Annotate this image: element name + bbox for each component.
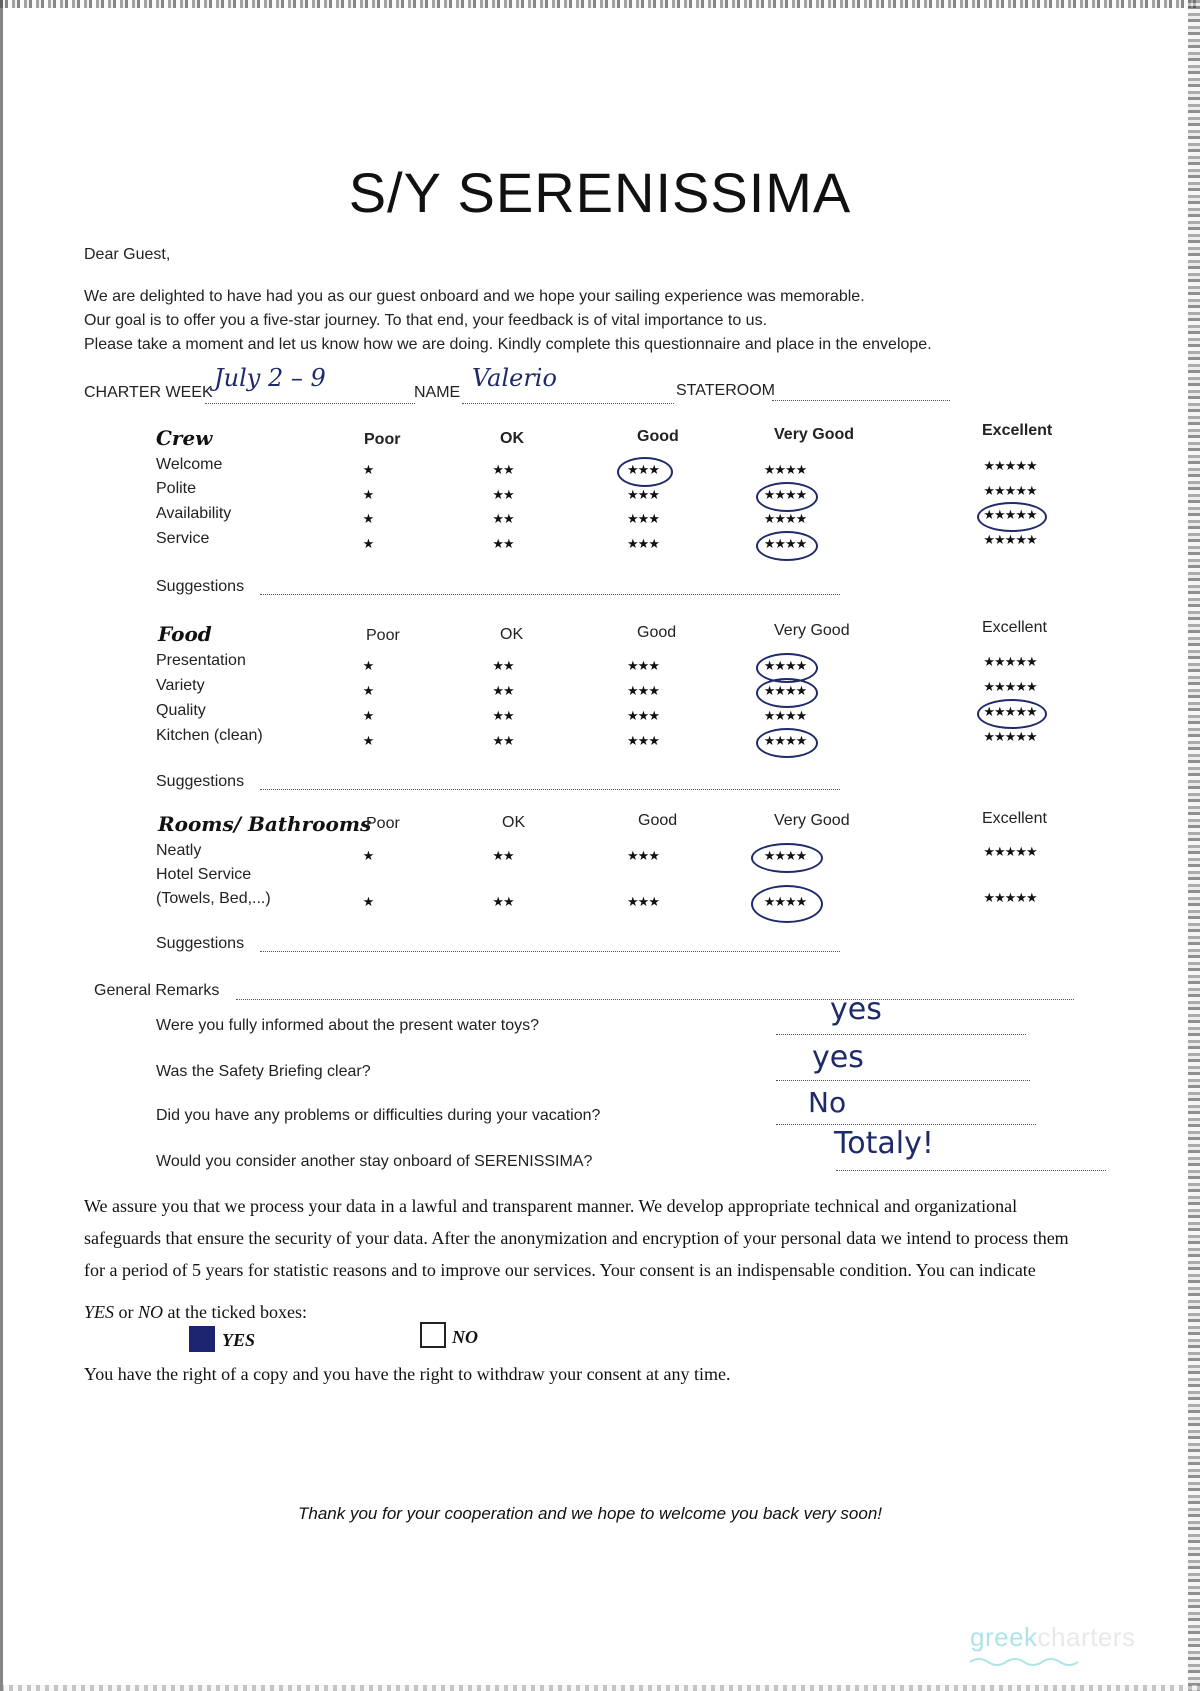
rating-star-4[interactable]: ★★★★ <box>763 536 807 551</box>
privacy-yes-word: YES <box>84 1302 115 1322</box>
rating-star-2[interactable]: ★★ <box>492 658 514 673</box>
rating-star-4[interactable]: ★★★★ <box>763 683 807 698</box>
rooms-col-excellent: Excellent <box>982 810 1047 827</box>
consent-no-checkbox[interactable] <box>420 1322 446 1348</box>
rating-star-4[interactable]: ★★★★ <box>763 894 807 909</box>
rating-star-1[interactable]: ★ <box>362 511 374 526</box>
rooms-col-poor: Poor <box>366 815 400 832</box>
consent-yes-checkbox[interactable] <box>189 1326 215 1352</box>
rooms-col-ok: OK <box>502 814 526 831</box>
scan-edge-left <box>0 0 3 1691</box>
rooms-col-very-good: Very Good <box>774 812 850 829</box>
question-another-stay: Would you consider another stay onboard of SERENISSIMA? <box>156 1153 593 1170</box>
food-suggestions-field[interactable] <box>260 769 840 790</box>
rooms-suggestions-label: Suggestions <box>156 935 245 952</box>
rating-star-5[interactable]: ★★★★★ <box>983 704 1037 719</box>
rating-star-2[interactable]: ★★ <box>492 462 514 477</box>
rating-star-1[interactable]: ★ <box>362 708 374 723</box>
crew-item-service: Service <box>156 530 210 547</box>
crew-col-good: Good <box>637 428 679 445</box>
rating-star-2[interactable]: ★★ <box>492 733 514 748</box>
watermark-logo <box>970 1622 1135 1653</box>
crew-suggestions-field[interactable] <box>260 574 840 595</box>
rating-selection-circle <box>756 728 818 758</box>
general-remarks-label: General Remarks <box>94 982 220 999</box>
rating-selection-circle <box>977 502 1047 532</box>
rating-star-2[interactable]: ★★ <box>492 487 514 502</box>
rating-selection-circle <box>756 531 818 561</box>
rating-star-3[interactable]: ★★★ <box>627 462 659 477</box>
food-section-title: Food <box>158 622 212 646</box>
question-problems: Did you have any problems or difficulties during your vacation? <box>156 1107 601 1124</box>
rating-star-1[interactable]: ★ <box>362 733 374 748</box>
rating-star-3[interactable]: ★★★ <box>627 536 659 551</box>
rating-star-2[interactable]: ★★ <box>492 848 514 863</box>
rating-star-1[interactable]: ★ <box>362 487 374 502</box>
rating-selection-circle <box>756 678 818 708</box>
privacy-no-word: NO <box>138 1302 164 1322</box>
privacy-line-1: We assure you that we process your data in a lawful and transparent manner. We develop appropriate technical and organizational <box>84 1196 1018 1216</box>
answer-another-stay: Totaly! <box>834 1126 934 1161</box>
food-col-very-good: Very Good <box>774 622 850 639</box>
intro-line-1: We are delighted to have had you as our guest onboard and we hope your sailing experience was memorable. <box>84 288 865 305</box>
rating-selection-circle <box>756 482 818 512</box>
scan-edge-right <box>1188 0 1200 1691</box>
rating-star-5[interactable]: ★★★★★ <box>983 729 1037 744</box>
privacy-line-3: for a period of 5 years for statistic reasons and to improve our services. Your consent is an indispensable condition. You can indicate <box>84 1260 1036 1280</box>
rating-star-5[interactable]: ★★★★★ <box>983 679 1037 694</box>
food-col-good: Good <box>637 624 677 641</box>
rating-selection-circle <box>617 457 673 487</box>
rating-star-4[interactable]: ★★★★ <box>763 733 807 748</box>
crew-section-title: Crew <box>156 426 213 450</box>
rating-star-4[interactable]: ★★★★ <box>763 487 807 502</box>
name-value: Valerio <box>472 364 557 392</box>
crew-item-welcome: Welcome <box>156 456 223 473</box>
rooms-col-good: Good <box>638 812 678 829</box>
crew-item-availability: Availability <box>156 505 232 522</box>
rating-star-1[interactable]: ★ <box>362 462 374 477</box>
rating-star-5[interactable]: ★★★★★ <box>983 532 1037 547</box>
rating-star-4[interactable]: ★★★★ <box>763 462 807 477</box>
food-col-poor: Poor <box>366 627 400 644</box>
rating-star-5[interactable]: ★★★★★ <box>983 458 1037 473</box>
answer-water-toys: yes <box>830 992 882 1027</box>
question-safety-briefing: Was the Safety Briefing clear? <box>156 1063 371 1080</box>
rating-selection-circle <box>751 885 823 923</box>
rating-star-2[interactable]: ★★ <box>492 708 514 723</box>
food-item-presentation: Presentation <box>156 652 246 669</box>
rating-star-3[interactable]: ★★★ <box>627 511 659 526</box>
food-col-ok: OK <box>500 626 524 643</box>
intro-line-2: Our goal is to offer you a five-star journey. To that end, your feedback is of vital importance to us. <box>84 312 768 329</box>
rating-star-1[interactable]: ★ <box>362 536 374 551</box>
crew-col-very-good: Very Good <box>774 426 855 443</box>
greeting: Dear Guest, <box>84 246 171 263</box>
crew-col-ok: OK <box>500 430 524 447</box>
privacy-or-word: or <box>114 1302 139 1322</box>
watermark-main: greek <box>970 1622 1038 1652</box>
rooms-section-title: Rooms/ Bathrooms <box>158 812 372 836</box>
rating-star-3[interactable]: ★★★ <box>627 894 659 909</box>
stateroom-label: STATEROOM <box>676 382 775 399</box>
rating-star-3[interactable]: ★★★ <box>627 658 659 673</box>
answer-water-toys-field[interactable] <box>776 1014 1026 1035</box>
crew-item-polite: Polite <box>156 480 197 497</box>
crew-suggestions-label: Suggestions <box>156 578 245 595</box>
answer-safety-briefing: yes <box>812 1040 864 1075</box>
rating-star-3[interactable]: ★★★ <box>627 487 659 502</box>
privacy-footer: You have the right of a copy and you have the right to withdraw your consent at any time. <box>84 1364 731 1384</box>
form-title: S/Y SERENISSIMA <box>348 161 852 224</box>
rooms-suggestions-field[interactable] <box>260 931 840 952</box>
rooms-item-hotel-service-detail: (Towels, Bed,...) <box>156 890 271 907</box>
rating-star-4[interactable]: ★★★★ <box>763 658 807 673</box>
rooms-item-hotel-service: Hotel Service <box>156 866 252 883</box>
consent-yes-label: YES <box>222 1330 256 1350</box>
scan-edge-top <box>0 0 1200 8</box>
rating-star-4[interactable]: ★★★★ <box>763 511 807 526</box>
rating-selection-circle <box>751 843 823 873</box>
rating-star-5[interactable]: ★★★★★ <box>983 654 1037 669</box>
general-remarks-field[interactable] <box>236 979 1074 1000</box>
answer-problems: No <box>808 1086 847 1119</box>
food-suggestions-label: Suggestions <box>156 773 245 790</box>
watermark-tail: charters <box>1037 1622 1136 1652</box>
charter-week-label: CHARTER WEEK <box>84 384 213 401</box>
rating-star-1[interactable]: ★ <box>362 894 374 909</box>
rating-star-1[interactable]: ★ <box>362 658 374 673</box>
privacy-line-2: safeguards that ensure the security of your data. After the anonymization and encryption of your personal data we intend to process them <box>84 1228 1069 1248</box>
thank-you-note: Thank you for your cooperation and we hope to welcome you back very soon! <box>298 1504 883 1523</box>
food-item-quality: Quality <box>156 702 206 719</box>
rating-star-1[interactable]: ★ <box>362 683 374 698</box>
rating-star-2[interactable]: ★★ <box>492 683 514 698</box>
crew-col-poor: Poor <box>364 431 401 448</box>
rating-star-5[interactable]: ★★★★★ <box>983 844 1037 859</box>
rating-star-5[interactable]: ★★★★★ <box>983 890 1037 905</box>
rating-star-2[interactable]: ★★ <box>492 536 514 551</box>
rating-star-1[interactable]: ★ <box>362 848 374 863</box>
rating-star-5[interactable]: ★★★★★ <box>983 507 1037 522</box>
crew-col-excellent: Excellent <box>982 422 1053 439</box>
consent-no-label: NO <box>452 1327 478 1347</box>
rating-star-2[interactable]: ★★ <box>492 511 514 526</box>
rating-star-2[interactable]: ★★ <box>492 894 514 909</box>
rating-star-4[interactable]: ★★★★ <box>763 708 807 723</box>
rating-star-3[interactable]: ★★★ <box>627 733 659 748</box>
food-item-variety: Variety <box>156 677 205 694</box>
rating-star-3[interactable]: ★★★ <box>627 848 659 863</box>
charter-week-value: July 2 – 9 <box>214 364 326 392</box>
privacy-line-4 <box>84 1296 307 1328</box>
scan-edge-bottom <box>0 1685 1200 1691</box>
name-label: NAME <box>414 384 461 401</box>
rating-star-4[interactable]: ★★★★ <box>763 848 807 863</box>
privacy-line-4-rest: at the ticked boxes: <box>163 1302 307 1322</box>
intro-line-3: Please take a moment and let us know how we are doing. Kindly complete this questionnaire and place in the envelope. <box>84 336 932 353</box>
rating-star-3[interactable]: ★★★ <box>627 683 659 698</box>
food-item-kitchen: Kitchen (clean) <box>156 727 263 744</box>
question-water-toys: Were you fully informed about the present water toys? <box>156 1017 540 1034</box>
rating-star-3[interactable]: ★★★ <box>627 708 659 723</box>
rating-selection-circle <box>977 699 1047 729</box>
rooms-item-neatly: Neatly <box>156 842 202 859</box>
rating-star-5[interactable]: ★★★★★ <box>983 483 1037 498</box>
watermark-wave-icon <box>970 1656 1080 1668</box>
food-col-excellent: Excellent <box>982 619 1047 636</box>
stateroom-field[interactable] <box>772 380 950 401</box>
